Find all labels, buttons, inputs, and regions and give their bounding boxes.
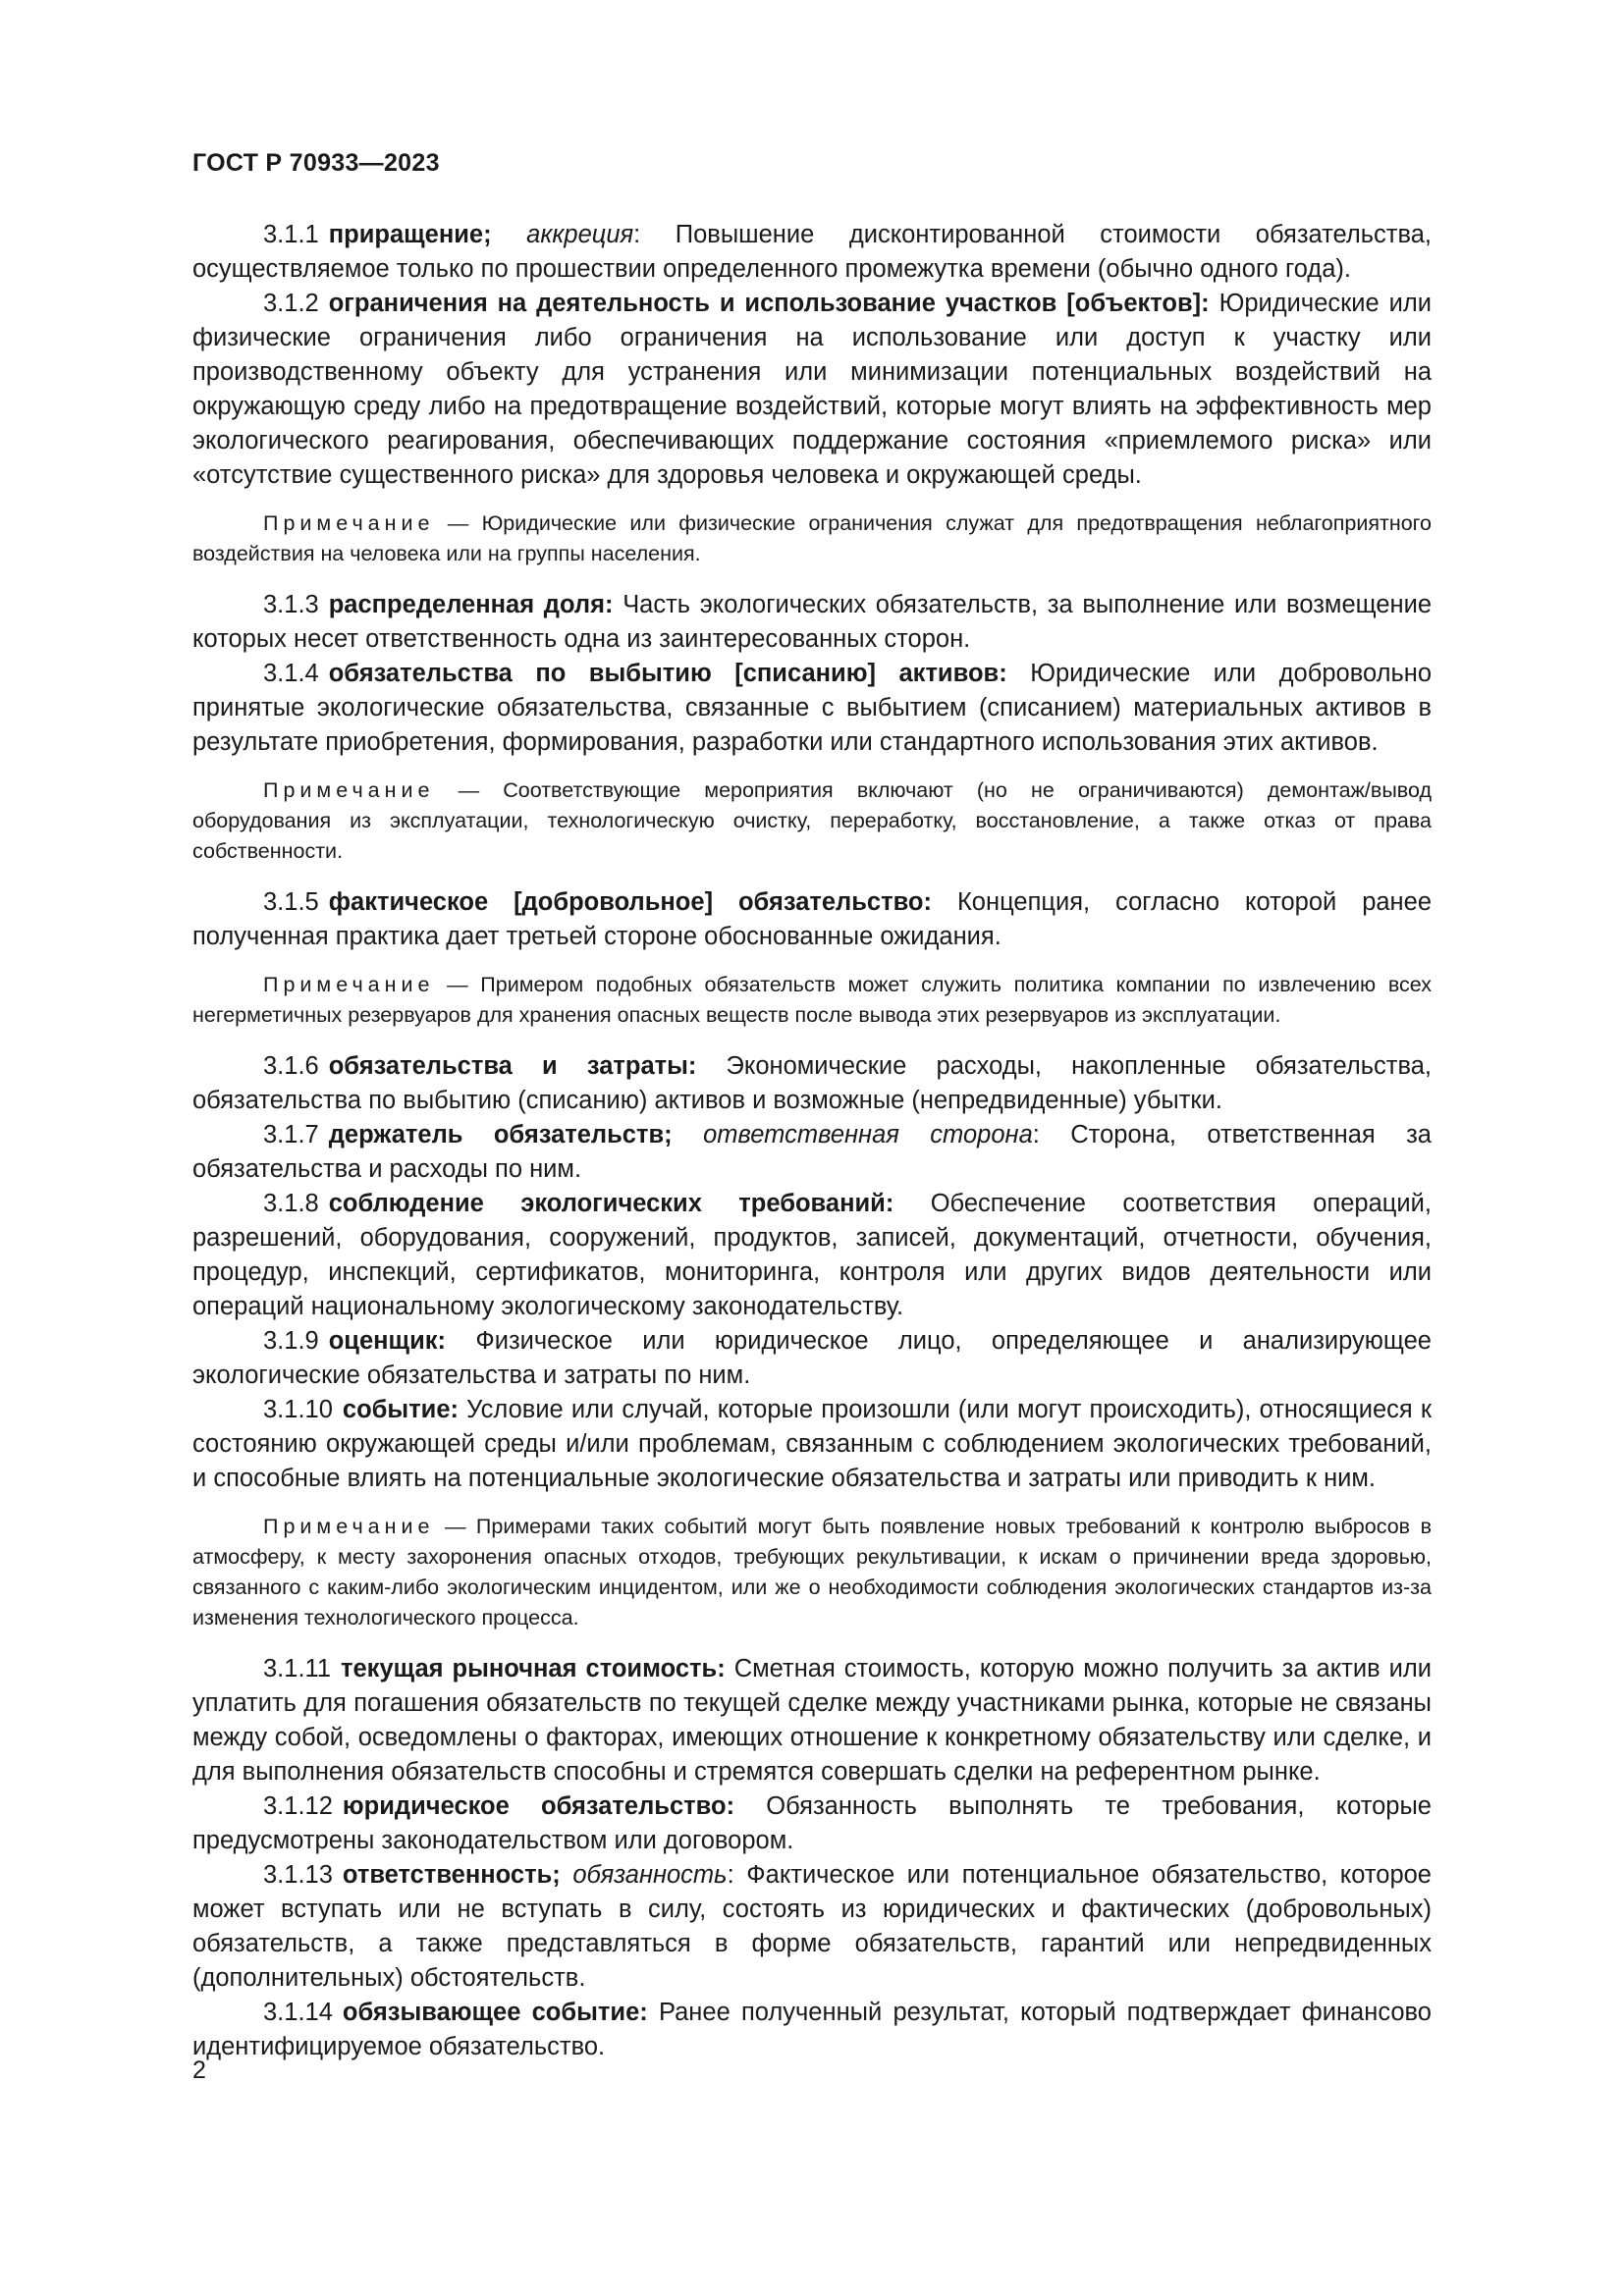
term-synonym: обязанность	[572, 1861, 728, 1889]
term-definition: Концепция, согласно которой ранее полученная практика дает третьей стороне обоснованные ожидания.	[192, 888, 1433, 950]
term-number: 3.1.7	[263, 1121, 319, 1148]
term-3-1-3	[192, 588, 1432, 657]
term-number: 3.1.8	[263, 1190, 319, 1217]
term-definition: Обязанность выполнять те требования, которые предусмотрены законодательством или договором.	[192, 1792, 1432, 1854]
term-definition: Сметная стоимость, которую можно получить за актив или уплатить для погашения обязательств по текущей сделке между участниками рынка, которые не связаны между собой, осведомлены о факторах, имеющих отношение к конкретному обязательству или сделке, и для выполнения обязательств способны и стремятся совершать сделки на референтном рынке.	[192, 1655, 1432, 1786]
term-number: 3.1.14	[263, 1999, 333, 2026]
note-label: Примечание	[263, 973, 435, 996]
page-number: 2	[192, 2056, 206, 2084]
term-3-1-10	[192, 1393, 1432, 1496]
term-synonym: аккреция	[526, 221, 634, 248]
term-definition: Экономические расходы, накопленные обязательства, обязательства по выбытию (списанию) активов и возможные (непредвиденные) убытки.	[192, 1052, 1432, 1114]
term-3-1-6	[192, 1049, 1432, 1118]
term-definition: : Фактическое или потенциальное обязательство, которое может вступать или не вступать в силу, состоять из юридических и фактических (добровольных) обязательств, а также представляться в форме обязательств, гарантий или непредвиденных (дополнительных) обстоятельств.	[192, 1861, 1432, 1992]
term-name: оценщик:	[328, 1327, 447, 1355]
term-number: 3.1.9	[263, 1327, 319, 1355]
term-definition: Часть экологических обязательств, за выполнение или возмещение которых несет ответственность одна из заинтересованных сторон.	[192, 591, 1433, 653]
term-name: держатель обязательств;	[328, 1121, 673, 1148]
term-3-1-4	[192, 657, 1432, 760]
term-number: 3.1.13	[263, 1861, 333, 1889]
note	[192, 970, 1432, 1031]
term-name: событие:	[342, 1396, 460, 1423]
term-definition: Условие или случай, которые произошли (или могут происходить), относящиеся к состоянию окружающей среды и/или проблемам, связанным с соблюдением экологических требований, и способные влиять на потенциальные экологические обязательства и затраты или приводить к ним.	[192, 1396, 1432, 1492]
term-3-1-8	[192, 1187, 1432, 1324]
term-definition: : Повышение дисконтированной стоимости обязательства, осуществляемое только по прошествии определенного промежутка времени (обычно одного года).	[192, 221, 1432, 283]
term-name: обязательства и затраты:	[328, 1052, 697, 1080]
term-synonym: ответственная сторона	[703, 1121, 1033, 1148]
term-number: 3.1.5	[263, 888, 319, 916]
note	[192, 775, 1432, 867]
term-name: обязательства по выбытию [списанию] активов:	[328, 660, 1007, 687]
term-definition: : Сторона, ответственная за обязательства и расходы по ним.	[192, 1121, 1432, 1183]
term-number: 3.1.10	[263, 1396, 333, 1423]
term-definition: Ранее полученный результат, который подтверждает финансово идентифицируемое обязательство.	[192, 1999, 1432, 2060]
term-number: 3.1.3	[263, 591, 319, 618]
note-label: Примечание	[263, 511, 435, 535]
note-text: — Примером подобных обязательств может служить политика компании по извлечению всех негерметичных резервуаров для хранения опасных веществ после вывода этих резервуаров из эксплуатации.	[192, 973, 1432, 1027]
term-name: фактическое [добровольное] обязательство:	[328, 888, 933, 916]
term-3-1-9	[192, 1324, 1432, 1393]
term-3-1-12	[192, 1789, 1432, 1858]
terms-list	[192, 218, 1432, 2064]
term-definition: Физическое или юридическое лицо, определяющее и анализирующее экологические обязательства и затраты по ним.	[192, 1327, 1432, 1389]
term-name: соблюдение экологических требований:	[328, 1190, 894, 1217]
term-definition: Обеспечение соответствия операций, разрешений, оборудования, сооружений, продуктов, записей, документаций, отчетности, обучения, процедур, инспекций, сертификатов, мониторинга, контроля или других видов деятельности или операций национальному экологическому законодательству.	[192, 1190, 1432, 1320]
term-name: текущая рыночная стоимость:	[341, 1655, 726, 1682]
note-label: Примечание	[263, 778, 435, 802]
note-text: — Юридические или физические ограничения служат для предотвращения неблагоприятного воздействия на человека или на группы населения.	[192, 511, 1432, 565]
document-header: ГОСТ Р 70933—2023	[192, 149, 440, 177]
term-name: обязывающее событие:	[342, 1999, 648, 2026]
term-definition: Юридические или физические ограничения либо ограничения на использование или доступ к участку или производственному объекту для устранения или минимизации потенциальных воздействий на окружающую среду либо на предотвращение воздействий, которые могут влиять на эффективность мер экологического реагирования, обеспечивающих поддержание состояния «приемлемого риска» или «отсутствие существенного риска» для здоровья человека и окружающей среды.	[192, 290, 1432, 489]
term-3-1-7	[192, 1118, 1432, 1187]
term-name: ответственность;	[342, 1861, 561, 1889]
term-definition: Юридические или добровольно принятые экологические обязательства, связанные с выбытием (списанием) материальных активов в результате приобретения, формирования, разработки или стандартного использования этих активов.	[192, 660, 1433, 756]
note	[192, 508, 1432, 569]
term-number: 3.1.12	[263, 1792, 333, 1820]
term-3-1-2	[192, 287, 1432, 493]
term-number: 3.1.2	[263, 290, 319, 317]
term-3-1-13	[192, 1858, 1432, 1996]
note-text: — Соответствующие мероприятия включают (но не ограничиваются) демонтаж/вывод оборудования из эксплуатации, технологическую очистку, переработку, восстановление, а также отказ от права собственности.	[192, 778, 1432, 863]
term-name: приращение;	[328, 221, 492, 248]
term-3-1-1	[192, 218, 1432, 287]
term-name: ограничения на деятельность и использование участков [объектов]:	[328, 290, 1210, 317]
term-name: юридическое обязательство:	[342, 1792, 735, 1820]
term-3-1-5	[192, 885, 1432, 954]
term-number: 3.1.6	[263, 1052, 319, 1080]
term-name: распределенная доля:	[328, 591, 614, 618]
term-3-1-14	[192, 1996, 1432, 2064]
note-text: — Примерами таких событий могут быть появление новых требований к контролю выбросов в атмосферу, к месту захоронения опасных отходов, требующих рекультивации, к искам о причинении вреда здоровью, связанного с каким-либо экологическим инцидентом, или же о необходимости соблюдения экологических стандартов из-за изменения технологического процесса.	[192, 1515, 1432, 1629]
term-number: 3.1.11	[263, 1655, 332, 1682]
term-number: 3.1.4	[263, 660, 319, 687]
note-label: Примечание	[263, 1515, 435, 1538]
term-3-1-11	[192, 1652, 1432, 1789]
term-number: 3.1.1	[263, 221, 319, 248]
note	[192, 1512, 1432, 1633]
